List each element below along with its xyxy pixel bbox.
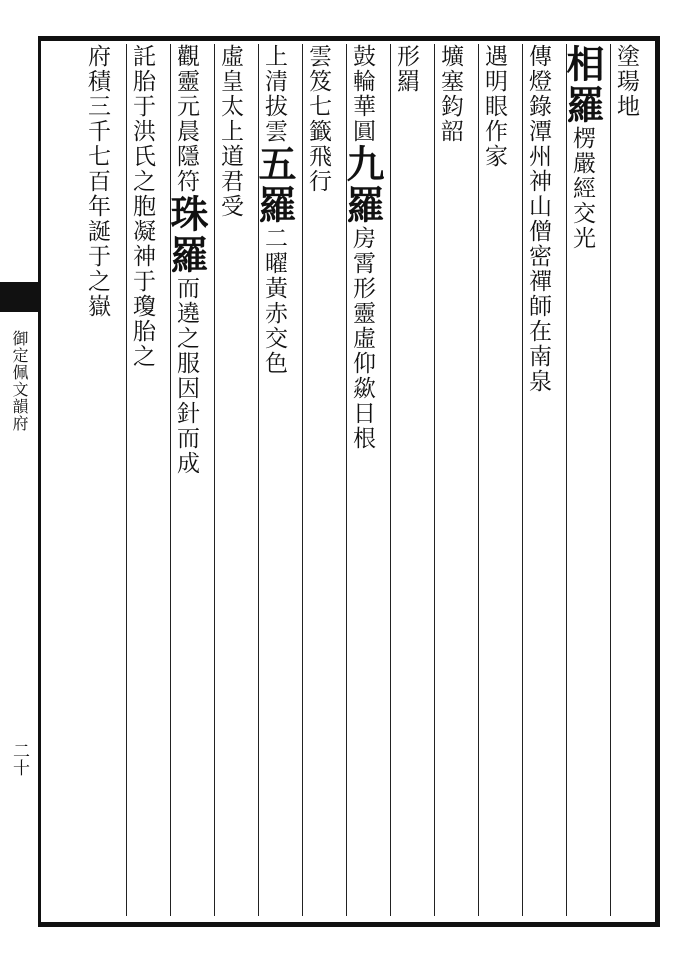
- bottom-border: [40, 922, 658, 927]
- page-spine: [0, 36, 41, 927]
- text-column: [610, 44, 641, 916]
- spine-black-tab: [0, 282, 38, 312]
- column-text: 託胎于洪氏之胞凝神于瓊胎之: [129, 44, 155, 369]
- column-text: 上清拔雲: [261, 44, 287, 144]
- text-column: [522, 44, 553, 916]
- text-column: [126, 44, 157, 916]
- headword: 五羅: [252, 144, 297, 226]
- column-text: 房霄形靈虛仰歘日根: [349, 226, 375, 451]
- column-text: 塗瑒地: [613, 44, 639, 119]
- text-column: [214, 44, 245, 916]
- text-column: [302, 44, 333, 916]
- page-number: 二十: [9, 742, 29, 776]
- column-text: 傳燈錄潭州神山僧密禪師在南泉: [525, 44, 551, 394]
- main-text-area: [44, 44, 650, 916]
- text-column: [252, 44, 297, 916]
- top-border: [40, 36, 658, 41]
- column-text: 府積三千七百年誕于之嶽: [84, 44, 110, 319]
- text-column: [340, 44, 385, 916]
- column-text: 二曜黃赤交色: [261, 226, 287, 376]
- column-text: 雲笈七籤飛行: [305, 44, 331, 194]
- headword: 相羅: [560, 44, 605, 126]
- column-text: 形羂: [393, 44, 419, 94]
- column-text: 鼓輪華圓: [349, 44, 375, 144]
- text-column: [82, 44, 112, 916]
- text-column: [164, 44, 209, 916]
- right-border: [655, 36, 660, 927]
- column-text: 而遶之服因針而成: [173, 276, 199, 476]
- text-column: [434, 44, 465, 916]
- column-text: 遇明眼作家: [481, 44, 507, 169]
- text-column: [390, 44, 421, 916]
- headword: 珠羅: [164, 194, 209, 276]
- column-text: 楞嚴經交光: [569, 126, 595, 251]
- column-text: 壙塞鈞韶: [437, 44, 463, 144]
- text-column: [478, 44, 509, 916]
- column-text: 虛皇太上道君受: [217, 44, 243, 219]
- book-title-label: 御定佩文韻府: [10, 330, 29, 432]
- column-text: 觀靈元晨隱符: [173, 44, 199, 194]
- text-column: [560, 44, 605, 916]
- headword: 九羅: [340, 144, 385, 226]
